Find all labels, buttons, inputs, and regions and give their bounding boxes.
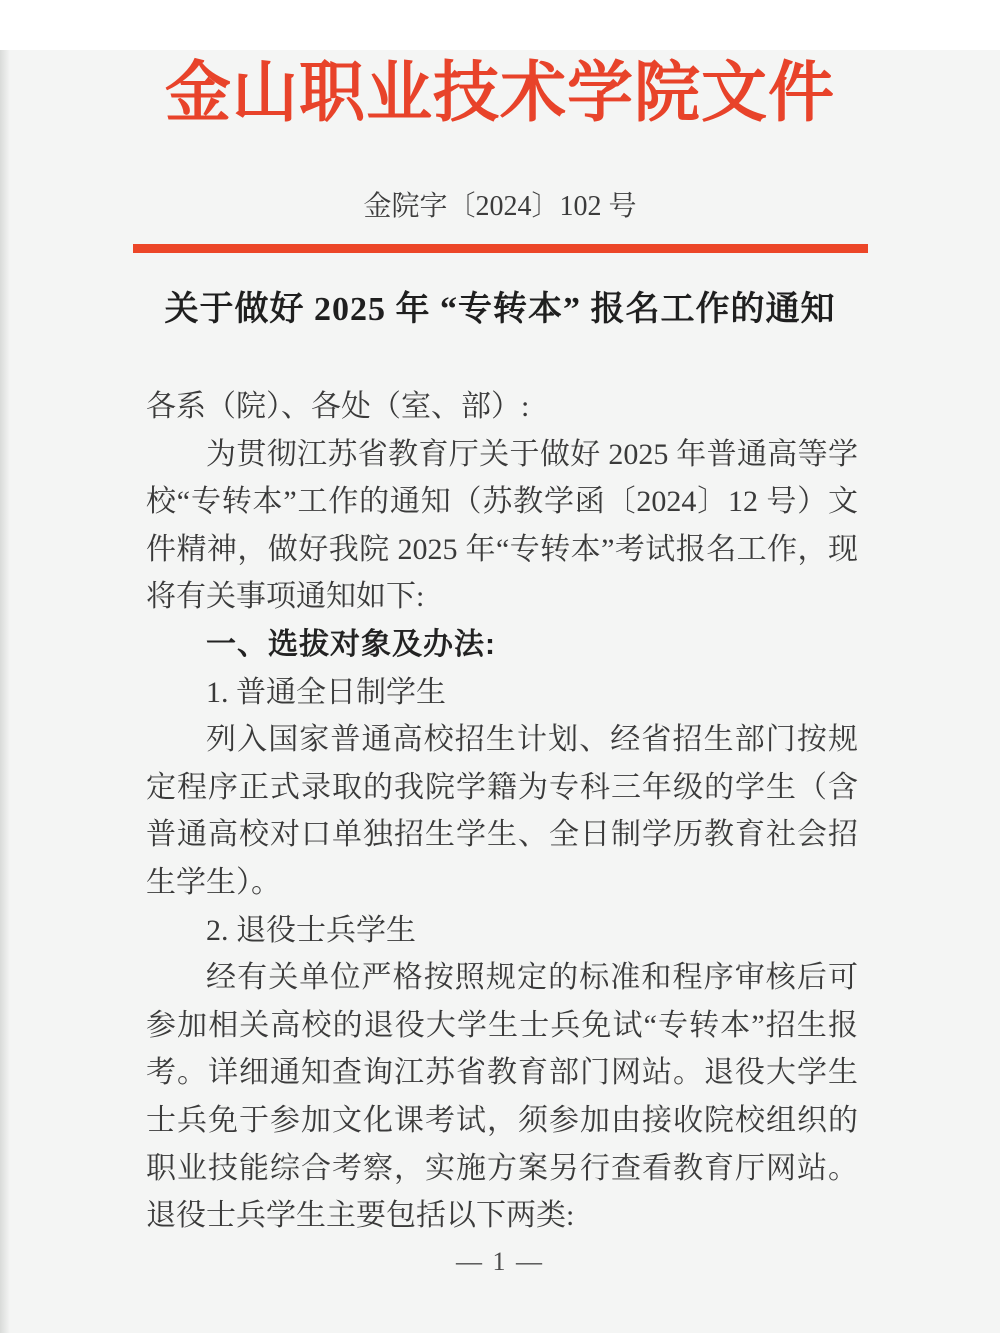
list-item-2-label: 2. 退役士兵学生 [206, 913, 416, 947]
document-title: 关于做好 2025 年 “专转本” 报名工作的通知 [164, 291, 836, 328]
document-number: 金院字〔2024〕102 号 [363, 191, 637, 222]
salutation: 各系（院）、各处（室、部）: [146, 390, 530, 423]
list-item-2-paragraph: 经有关单位严格按照规定的标准和程序审核后可参加相关高校的退役大学生士兵免试“专转本”招生报考。详细通知查询江苏省教育部门网站。退役大学生士兵免于参加文化课考试，须参加由接收院校组织的职业技能综合考察，实施方案另行查看教育厅网站。 退役士兵学生主要包括以下两类: [146, 961, 858, 1233]
list-item-1-paragraph: 列入国家普通高校招生计划、经省招生部门按规定程序正式录取的我院学籍为专科三年级的学生（含普通高校对口单独招生学生、全日制学历教育社会招生学生）。 [146, 723, 858, 899]
red-divider-rule [133, 244, 868, 253]
letterhead-title: 金山职业技术学院文件 [165, 57, 835, 130]
intro-paragraph: 为贯彻江苏省教育厅关于做好 2025 年普通高等学校“专转本”工作的通知（苏教学函〔2024〕12 号）文件精神，做好我院 2025 年“专转本”考试报名工作，现将有关事项通知如下: [146, 437, 858, 614]
document-body [0, 383, 1000, 1240]
scanned-document-page [0, 50, 1000, 1333]
section-heading-selection: 一、选拔对象及办法: [206, 627, 496, 661]
list-item-1-label: 1. 普通全日制学生 [206, 675, 446, 709]
page-number: — 1 — [456, 1247, 544, 1276]
